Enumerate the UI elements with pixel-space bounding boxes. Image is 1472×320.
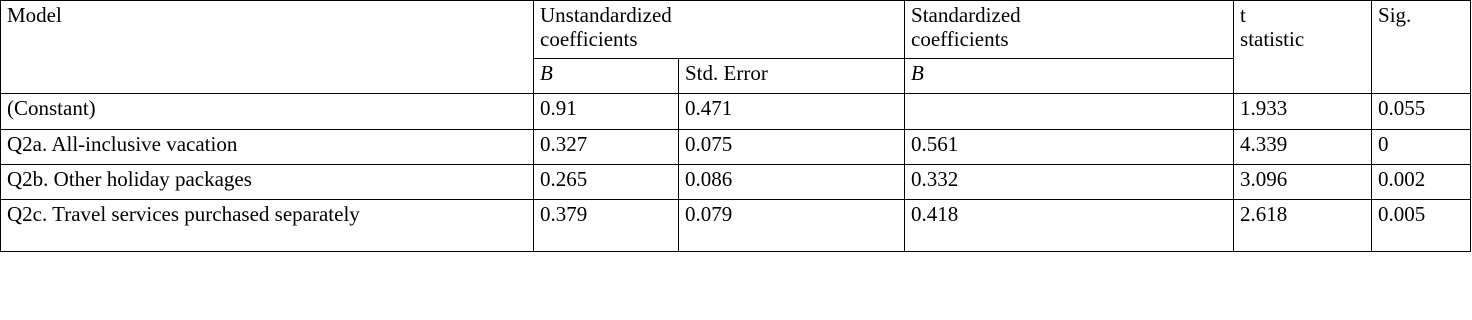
header-unstandardized [534,1,905,59]
table-row [1,94,1471,130]
row-b: 0.327 [534,130,679,165]
header-model [1,1,534,94]
row-b: 0.379 [534,200,679,252]
row-t: 2.618 [1234,200,1372,252]
header-b-standardized-label: B [911,61,924,85]
row-beta: 0.561 [905,130,1234,165]
table-row [1,200,1471,252]
header-t-statistic [1234,1,1372,94]
header-row-1 [1,1,1471,59]
row-std-error: 0.079 [679,200,905,252]
header-sig [1372,1,1471,94]
row-b: 0.265 [534,165,679,200]
header-standardized-line1: Standardized [911,3,1021,27]
row-beta [905,94,1234,130]
row-model: Q2a. All-inclusive vacation [1,130,534,165]
header-unstandardized-line1: Unstandardized [540,3,672,27]
row-t: 4.339 [1234,130,1372,165]
row-std-error: 0.086 [679,165,905,200]
row-b: 0.91 [534,94,679,130]
table-row [1,165,1471,200]
header-standardized-line2: coefficients [911,27,1009,51]
row-model: Q2c. Travel services purchased separately [1,200,534,252]
row-sig: 0.002 [1372,165,1471,200]
row-t: 1.933 [1234,94,1372,130]
row-std-error: 0.075 [679,130,905,165]
row-sig: 0 [1372,130,1471,165]
header-std-error-label: Std. Error [685,61,768,85]
row-beta: 0.418 [905,200,1234,252]
row-std-error: 0.471 [679,94,905,130]
header-t-line2: statistic [1240,27,1305,51]
header-t-line1: t [1240,3,1246,27]
header-b-standardized [905,59,1234,94]
row-beta: 0.332 [905,165,1234,200]
header-b-unstandardized-label: B [540,61,553,85]
row-model: Q2b. Other holiday packages [1,165,534,200]
header-model-label: Model [7,3,62,27]
header-standardized [905,1,1234,59]
header-b-unstandardized [534,59,679,94]
row-sig: 0.005 [1372,200,1471,252]
header-unstandardized-line2: coefficients [540,27,638,51]
header-std-error [679,59,905,94]
row-model: (Constant) [1,94,534,130]
row-t: 3.096 [1234,165,1372,200]
row-sig: 0.055 [1372,94,1471,130]
header-sig-label: Sig. [1378,3,1412,27]
table-row [1,130,1471,165]
